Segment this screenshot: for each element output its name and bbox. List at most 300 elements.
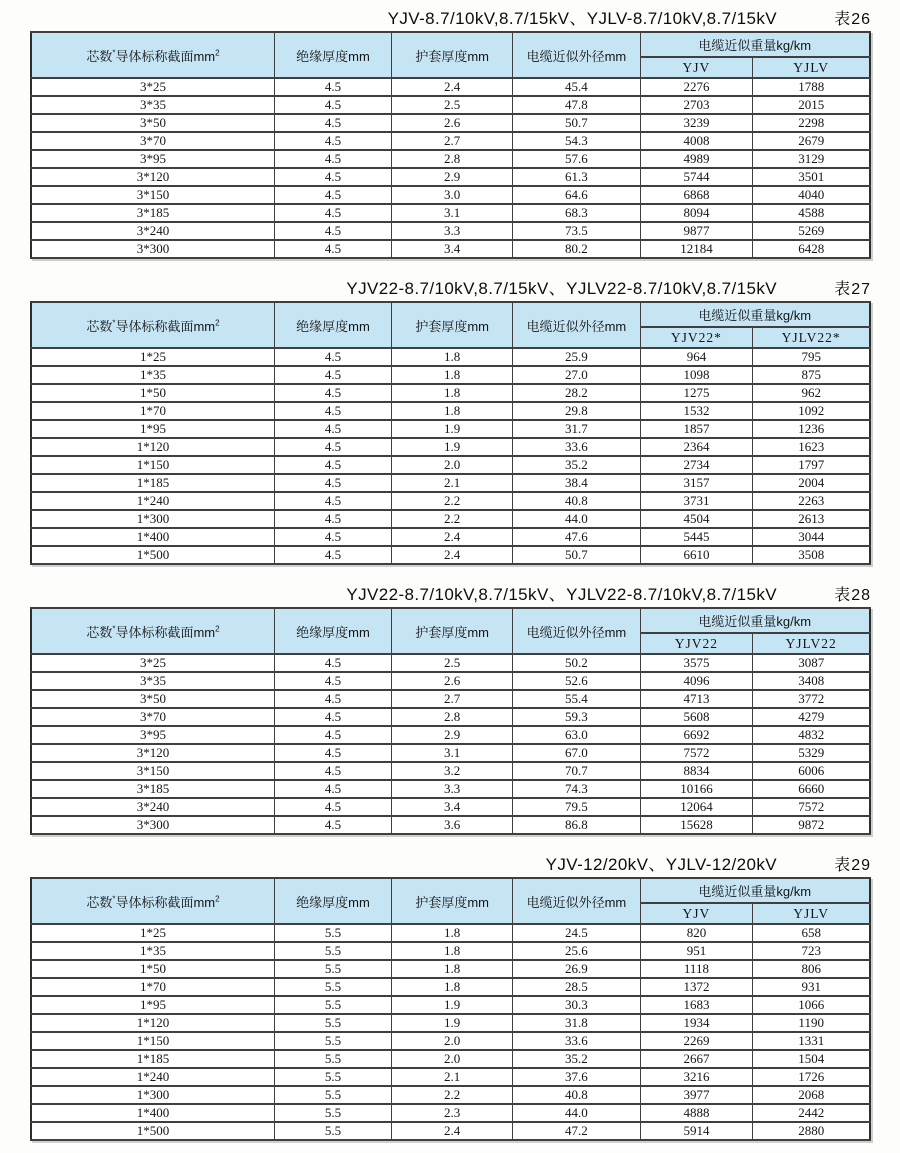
table-cell: 4008 — [640, 132, 753, 150]
header-insulation: 绝缘厚度mm — [274, 302, 391, 348]
table-cell: 47.6 — [513, 528, 640, 546]
table-cell: 1*185 — [31, 474, 274, 492]
table-cell: 25.9 — [513, 348, 640, 366]
table-cell: 4.5 — [274, 168, 391, 186]
table-cell: 4.5 — [274, 798, 391, 816]
table-body — [31, 348, 870, 564]
table-cell: 2667 — [640, 1050, 753, 1068]
table-cell: 5.5 — [274, 1086, 391, 1104]
table-cell: 1623 — [753, 438, 870, 456]
table-cell: 2364 — [640, 438, 753, 456]
table-cell: 2.2 — [392, 1086, 513, 1104]
table-cell: 2.0 — [392, 456, 513, 474]
table-cell: 1*240 — [31, 492, 274, 510]
table-cell: 6610 — [640, 546, 753, 564]
table-cell: 2.4 — [392, 1122, 513, 1140]
table-title: YJV22-8.7/10kV,8.7/15kV、YJLV22-8.7/10kV,8.7/15kV — [346, 279, 777, 298]
table-cell: 2004 — [753, 474, 870, 492]
table-cell: 5269 — [753, 222, 870, 240]
table-cell: 5.5 — [274, 1104, 391, 1122]
table-cell: 67.0 — [513, 744, 640, 762]
table-cell: 2.8 — [392, 150, 513, 168]
table-section-28 — [30, 580, 871, 835]
table-cell: 1*50 — [31, 384, 274, 402]
table-section-27 — [30, 274, 871, 565]
header-sheath: 护套厚度mm — [392, 32, 513, 78]
table-cell: 1*25 — [31, 348, 274, 366]
table-cell: 1*120 — [31, 438, 274, 456]
table-cell: 4713 — [640, 690, 753, 708]
table-row — [31, 780, 870, 798]
table-cell: 2.6 — [392, 672, 513, 690]
table-cell: 3044 — [753, 528, 870, 546]
header-insulation: 绝缘厚度mm — [274, 608, 391, 654]
asterisk-superscript: * — [112, 624, 116, 634]
table-cell: 4.5 — [274, 78, 391, 96]
header-core-spec-text: 芯数 — [86, 48, 113, 64]
table-cell: 2.0 — [392, 1050, 513, 1068]
table-cell: 1.9 — [392, 996, 513, 1014]
table-cell: 2298 — [753, 114, 870, 132]
table-body — [31, 78, 870, 258]
table-cell: 79.5 — [513, 798, 640, 816]
table-row — [31, 798, 870, 816]
table-cell: 4.5 — [274, 132, 391, 150]
header-section-text: 导体标称截面mm — [115, 624, 216, 640]
table-cell: 63.0 — [513, 726, 640, 744]
table-cell: 3.2 — [392, 762, 513, 780]
table-cell: 2.7 — [392, 690, 513, 708]
table-cell: 35.2 — [513, 1050, 640, 1068]
header-section-text: 导体标称截面mm — [115, 318, 216, 334]
header-weight: 电缆近似重量kg/km — [640, 878, 870, 903]
table-row — [31, 78, 870, 96]
table-title-row — [30, 4, 871, 27]
table-cell: 3*120 — [31, 744, 274, 762]
table-cell: 5.5 — [274, 1014, 391, 1032]
table-row — [31, 1014, 870, 1032]
table-cell: 4.5 — [274, 186, 391, 204]
table-cell: 4279 — [753, 708, 870, 726]
table-cell: 3087 — [753, 654, 870, 672]
table-cell: 59.3 — [513, 708, 640, 726]
table-cell: 5329 — [753, 744, 870, 762]
table-row — [31, 402, 870, 420]
table-cell: 5.5 — [274, 960, 391, 978]
table-cell: 1504 — [753, 1050, 870, 1068]
table-row — [31, 150, 870, 168]
table-cell: 12064 — [640, 798, 753, 816]
table-cell: 4.5 — [274, 654, 391, 672]
table-row — [31, 708, 870, 726]
table-cell: 3*185 — [31, 780, 274, 798]
table-cell: 68.3 — [513, 204, 640, 222]
header-weight: 电缆近似重量kg/km — [640, 32, 870, 57]
table-cell: 6006 — [753, 762, 870, 780]
table-cell: 3*120 — [31, 168, 274, 186]
table-body — [31, 654, 870, 834]
table-row — [31, 456, 870, 474]
table-cell: 33.6 — [513, 1032, 640, 1050]
table-cell: 3408 — [753, 672, 870, 690]
table-cell: 3*95 — [31, 726, 274, 744]
table-cell: 3*35 — [31, 96, 274, 114]
table-cell: 3.6 — [392, 816, 513, 834]
table-cell: 2.4 — [392, 528, 513, 546]
table-row — [31, 240, 870, 258]
cable-spec-table — [30, 877, 871, 1141]
table-cell: 4.5 — [274, 150, 391, 168]
table-cell: 28.5 — [513, 978, 640, 996]
header-diameter: 电缆近似外径mm — [513, 878, 640, 924]
table-cell: 1*500 — [31, 546, 274, 564]
table-cell: 5.5 — [274, 1032, 391, 1050]
table-cell: 50.7 — [513, 546, 640, 564]
table-cell: 4588 — [753, 204, 870, 222]
table-cell: 1532 — [640, 402, 753, 420]
table-cell: 4.5 — [274, 402, 391, 420]
table-cell: 4832 — [753, 726, 870, 744]
table-cell: 2.2 — [392, 492, 513, 510]
table-cell: 2.3 — [392, 1104, 513, 1122]
table-cell: 1.8 — [392, 978, 513, 996]
header-sheath: 护套厚度mm — [392, 302, 513, 348]
header-diameter: 电缆近似外径mm — [513, 302, 640, 348]
table-cell: 1.8 — [392, 384, 513, 402]
table-cell: 1*300 — [31, 510, 274, 528]
table-cell: 1372 — [640, 978, 753, 996]
table-cell: 3*35 — [31, 672, 274, 690]
table-cell: 1857 — [640, 420, 753, 438]
header-diameter: 电缆近似外径mm — [513, 32, 640, 78]
table-cell: 4.5 — [274, 492, 391, 510]
table-cell: 3.3 — [392, 222, 513, 240]
header-weight-col2: YJLV22* — [753, 327, 870, 348]
table-cell: 4.5 — [274, 474, 391, 492]
table-cell: 3*25 — [31, 78, 274, 96]
table-cell: 6868 — [640, 186, 753, 204]
table-cell: 7572 — [753, 798, 870, 816]
table-cell: 1934 — [640, 1014, 753, 1032]
header-weight-col2: YJLV — [753, 903, 870, 924]
table-cell: 4.5 — [274, 114, 391, 132]
table-row — [31, 672, 870, 690]
header-weight: 电缆近似重量kg/km — [640, 302, 870, 327]
squared-superscript: 2 — [215, 624, 220, 634]
table-cell: 962 — [753, 384, 870, 402]
table-cell: 3.1 — [392, 744, 513, 762]
table-cell: 12184 — [640, 240, 753, 258]
table-cell: 1*35 — [31, 942, 274, 960]
header-core-spec-text: 芯数 — [86, 894, 113, 910]
table-cell: 4.5 — [274, 762, 391, 780]
table-cell: 964 — [640, 348, 753, 366]
table-cell: 61.3 — [513, 168, 640, 186]
table-row — [31, 726, 870, 744]
table-number-label: 表29 — [834, 857, 871, 874]
table-cell: 5.5 — [274, 942, 391, 960]
table-cell: 1*95 — [31, 996, 274, 1014]
header-sheath: 护套厚度mm — [392, 608, 513, 654]
table-cell: 70.7 — [513, 762, 640, 780]
table-cell: 658 — [753, 924, 870, 942]
table-cell: 1*70 — [31, 402, 274, 420]
table-row — [31, 654, 870, 672]
table-cell: 4.5 — [274, 420, 391, 438]
table-cell: 5445 — [640, 528, 753, 546]
table-row — [31, 204, 870, 222]
table-cell: 1788 — [753, 78, 870, 96]
table-cell: 5.5 — [274, 1050, 391, 1068]
table-cell: 3*300 — [31, 816, 274, 834]
table-row — [31, 546, 870, 564]
table-row — [31, 96, 870, 114]
table-cell: 2442 — [753, 1104, 870, 1122]
table-row — [31, 1068, 870, 1086]
table-cell: 795 — [753, 348, 870, 366]
table-cell: 1190 — [753, 1014, 870, 1032]
table-cell: 4888 — [640, 1104, 753, 1122]
header-weight-col1: YJV — [640, 57, 753, 78]
table-cell: 1*185 — [31, 1050, 274, 1068]
table-cell: 2880 — [753, 1122, 870, 1140]
table-cell: 74.3 — [513, 780, 640, 798]
table-cell: 1236 — [753, 420, 870, 438]
table-cell: 4040 — [753, 186, 870, 204]
table-cell: 4.5 — [274, 726, 391, 744]
table-cell: 2679 — [753, 132, 870, 150]
table-cell: 2263 — [753, 492, 870, 510]
table-cell: 3157 — [640, 474, 753, 492]
table-cell: 1.9 — [392, 438, 513, 456]
table-cell: 1.8 — [392, 942, 513, 960]
table-cell: 57.6 — [513, 150, 640, 168]
table-cell: 806 — [753, 960, 870, 978]
table-cell: 4.5 — [274, 546, 391, 564]
table-row — [31, 114, 870, 132]
table-cell: 1*35 — [31, 366, 274, 384]
cable-spec-table — [30, 31, 871, 259]
table-cell: 47.8 — [513, 96, 640, 114]
table-cell: 10166 — [640, 780, 753, 798]
table-cell: 3*240 — [31, 798, 274, 816]
table-cell: 4.5 — [274, 510, 391, 528]
header-core-spec — [31, 608, 274, 654]
table-cell: 40.8 — [513, 1086, 640, 1104]
table-cell: 8834 — [640, 762, 753, 780]
table-cell: 3*25 — [31, 654, 274, 672]
squared-superscript: 2 — [215, 894, 220, 904]
table-cell: 25.6 — [513, 942, 640, 960]
table-cell: 4.5 — [274, 672, 391, 690]
asterisk-superscript: * — [112, 318, 116, 328]
table-cell: 27.0 — [513, 366, 640, 384]
table-cell: 1*25 — [31, 924, 274, 942]
table-cell: 3.0 — [392, 186, 513, 204]
table-row — [31, 186, 870, 204]
table-title-row — [30, 850, 871, 873]
asterisk-superscript: * — [112, 48, 116, 58]
table-row — [31, 762, 870, 780]
table-row — [31, 996, 870, 1014]
table-cell: 47.2 — [513, 1122, 640, 1140]
table-cell: 38.4 — [513, 474, 640, 492]
table-cell: 3*70 — [31, 708, 274, 726]
table-cell: 1.8 — [392, 348, 513, 366]
table-row — [31, 510, 870, 528]
header-weight-col1: YJV — [640, 903, 753, 924]
table-cell: 1.8 — [392, 960, 513, 978]
table-row — [31, 528, 870, 546]
table-cell: 3*50 — [31, 690, 274, 708]
table-cell: 1*70 — [31, 978, 274, 996]
table-cell: 1*150 — [31, 1032, 274, 1050]
table-cell: 1797 — [753, 456, 870, 474]
table-cell: 86.8 — [513, 816, 640, 834]
header-weight: 电缆近似重量kg/km — [640, 608, 870, 633]
table-row — [31, 960, 870, 978]
table-cell: 2.5 — [392, 654, 513, 672]
table-cell: 31.8 — [513, 1014, 640, 1032]
table-cell: 1.8 — [392, 402, 513, 420]
table-row — [31, 1122, 870, 1140]
table-cell: 1*400 — [31, 528, 274, 546]
table-cell: 4096 — [640, 672, 753, 690]
table-cell: 2276 — [640, 78, 753, 96]
table-cell: 4.5 — [274, 438, 391, 456]
squared-superscript: 2 — [215, 48, 220, 58]
table-cell: 3*150 — [31, 762, 274, 780]
table-cell: 3*150 — [31, 186, 274, 204]
table-cell: 24.5 — [513, 924, 640, 942]
header-insulation: 绝缘厚度mm — [274, 878, 391, 924]
table-cell: 8094 — [640, 204, 753, 222]
table-row — [31, 384, 870, 402]
table-cell: 50.7 — [513, 114, 640, 132]
table-cell: 6428 — [753, 240, 870, 258]
table-cell: 5914 — [640, 1122, 753, 1140]
table-cell: 3*70 — [31, 132, 274, 150]
table-cell: 4.5 — [274, 348, 391, 366]
table-cell: 1*500 — [31, 1122, 274, 1140]
table-cell: 820 — [640, 924, 753, 942]
table-cell: 1*400 — [31, 1104, 274, 1122]
table-title: YJV-8.7/10kV,8.7/15kV、YJLV-8.7/10kV,8.7/15kV — [387, 9, 777, 28]
table-cell: 3.3 — [392, 780, 513, 798]
table-cell: 3*50 — [31, 114, 274, 132]
table-number-label: 表27 — [834, 281, 871, 298]
table-cell: 3*185 — [31, 204, 274, 222]
table-cell: 2269 — [640, 1032, 753, 1050]
table-cell: 80.2 — [513, 240, 640, 258]
table-cell: 52.6 — [513, 672, 640, 690]
header-insulation: 绝缘厚度mm — [274, 32, 391, 78]
table-cell: 1*95 — [31, 420, 274, 438]
table-cell: 5608 — [640, 708, 753, 726]
table-cell: 2.6 — [392, 114, 513, 132]
table-cell: 931 — [753, 978, 870, 996]
table-title: YJV-12/20kV、YJLV-12/20kV — [545, 855, 777, 874]
table-cell: 5.5 — [274, 1122, 391, 1140]
table-cell: 3*95 — [31, 150, 274, 168]
header-core-spec-text: 芯数 — [86, 624, 113, 640]
table-cell: 54.3 — [513, 132, 640, 150]
table-row — [31, 1104, 870, 1122]
table-cell: 44.0 — [513, 510, 640, 528]
table-cell: 2.4 — [392, 78, 513, 96]
table-cell: 3239 — [640, 114, 753, 132]
table-cell: 1.9 — [392, 1014, 513, 1032]
header-core-spec — [31, 32, 274, 78]
header-weight-col1: YJV22* — [640, 327, 753, 348]
table-cell: 1118 — [640, 960, 753, 978]
table-cell: 2.9 — [392, 168, 513, 186]
table-cell: 4.5 — [274, 744, 391, 762]
table-row — [31, 222, 870, 240]
table-title-row — [30, 580, 871, 603]
table-cell: 4.5 — [274, 708, 391, 726]
table-cell: 2.2 — [392, 510, 513, 528]
table-cell: 3*240 — [31, 222, 274, 240]
table-cell: 3575 — [640, 654, 753, 672]
table-cell: 3*300 — [31, 240, 274, 258]
table-cell: 26.9 — [513, 960, 640, 978]
table-section-26 — [30, 4, 871, 259]
header-core-spec-text: 芯数 — [86, 318, 113, 334]
table-cell: 2613 — [753, 510, 870, 528]
table-cell: 2.9 — [392, 726, 513, 744]
table-cell: 2.1 — [392, 474, 513, 492]
table-row — [31, 1050, 870, 1068]
table-cell: 4.5 — [274, 222, 391, 240]
table-row — [31, 978, 870, 996]
table-cell: 4.5 — [274, 204, 391, 222]
header-weight-col2: YJLV — [753, 57, 870, 78]
table-cell: 2.4 — [392, 546, 513, 564]
table-cell: 15628 — [640, 816, 753, 834]
table-cell: 2.5 — [392, 96, 513, 114]
table-cell: 4.5 — [274, 96, 391, 114]
table-cell: 7572 — [640, 744, 753, 762]
table-row — [31, 744, 870, 762]
table-cell: 55.4 — [513, 690, 640, 708]
table-cell: 1331 — [753, 1032, 870, 1050]
header-weight-col2: YJLV22 — [753, 633, 870, 654]
table-cell: 5744 — [640, 168, 753, 186]
table-cell: 4.5 — [274, 780, 391, 798]
table-cell: 2703 — [640, 96, 753, 114]
table-cell: 1726 — [753, 1068, 870, 1086]
table-cell: 4.5 — [274, 366, 391, 384]
table-cell: 1275 — [640, 384, 753, 402]
table-cell: 1092 — [753, 402, 870, 420]
table-cell: 31.7 — [513, 420, 640, 438]
table-row — [31, 474, 870, 492]
table-row — [31, 132, 870, 150]
squared-superscript: 2 — [215, 318, 220, 328]
table-cell: 3.4 — [392, 798, 513, 816]
table-cell: 1.9 — [392, 420, 513, 438]
table-cell: 1*240 — [31, 1068, 274, 1086]
table-cell: 3.4 — [392, 240, 513, 258]
table-cell: 5.5 — [274, 978, 391, 996]
table-cell: 29.8 — [513, 402, 640, 420]
table-cell: 2.0 — [392, 1032, 513, 1050]
header-core-spec — [31, 302, 274, 348]
table-cell: 64.6 — [513, 186, 640, 204]
table-cell: 723 — [753, 942, 870, 960]
table-cell: 2.1 — [392, 1068, 513, 1086]
